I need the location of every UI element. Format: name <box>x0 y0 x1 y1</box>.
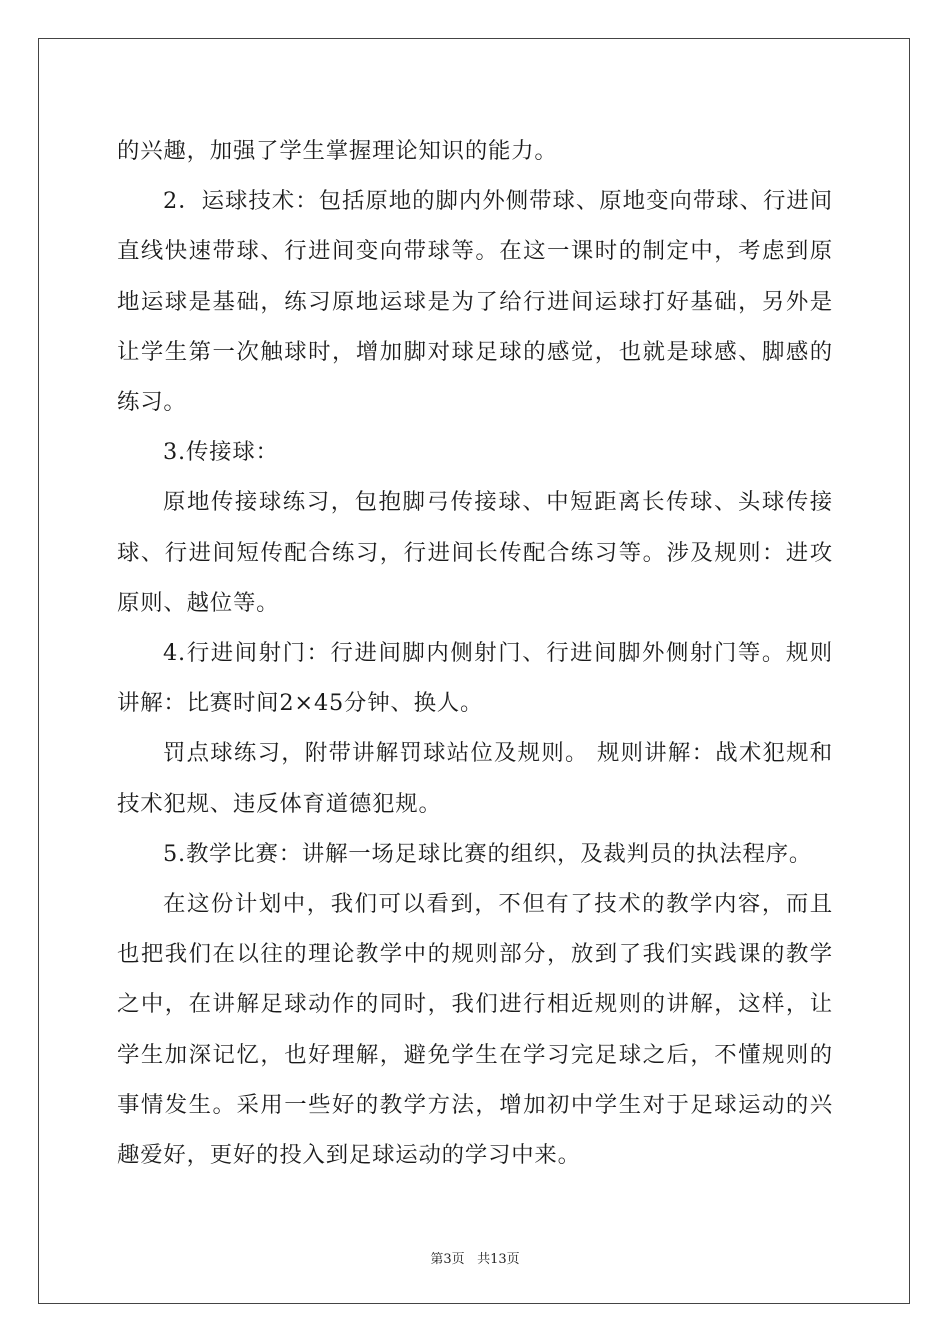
paragraph: 3.传接球： <box>163 439 279 466</box>
paragraph: 在这份计划中，我们可以看到，不但有了技术的教学内容，而且也把我们在以往的理论教学中的规则部分，放到了我们实践课的教学之中，在讲解足球动作的同时，我们进行相近规则的讲解，这样，让学生加深记忆，也好理解，避免学生在学习完足球之后，不懂规则的事情发生。采用一些好的教学方法，增加初中学生对于足球运动的兴趣爱好，更好的投入到足球运动的学习中来。 <box>117 891 833 1169</box>
paragraph: 的兴趣，加强了学生掌握理论知识的能力。 <box>117 138 558 164</box>
document-body <box>117 126 833 1180</box>
paragraph: 罚点球练习，附带讲解罚球站位及规则。 规则讲解：战术犯规和技术犯规、违反体育道德犯规。 <box>117 740 833 817</box>
page-number: 第3页 <box>430 1252 465 1267</box>
page-total: 共13页 <box>477 1252 520 1267</box>
page-footer <box>0 1248 950 1267</box>
paragraph: 5.教学比赛：讲解一场足球比赛的组织，及裁判员的执法程序。 <box>163 840 813 867</box>
paragraph: 4.行进间射门：行进间脚内侧射门、行进间脚外侧射门等。规则讲解：比赛时间2×45分钟、换人。 <box>117 640 833 717</box>
paragraph: 原地传接球练习，包抱脚弓传接球、中短距离长传球、头球传接球、行进间短传配合练习，行进间长传配合练习等。涉及规则：进攻原则、越位等。 <box>117 489 833 616</box>
paragraph: 2．运球技术：包括原地的脚内外侧带球、原地变向带球、行进间直线快速带球、行进间变向带球等。在这一课时的制定中，考虑到原地运球是基础，练习原地运球是为了给行进间运球打好基础，另外是让学生第一次触球时，增加脚对球足球的感觉，也就是球感、脚感的练习。 <box>117 188 833 416</box>
